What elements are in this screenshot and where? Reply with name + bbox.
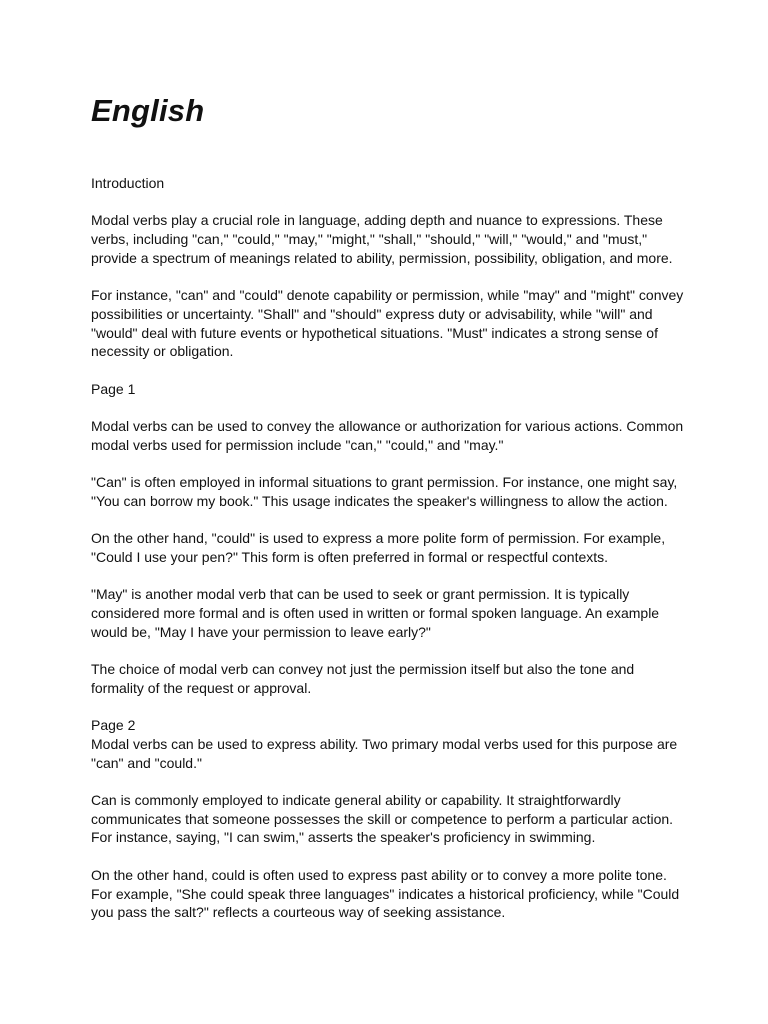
text-line: "Could I use your pen?" This form is often preferred in formal or respectful contexts.	[91, 548, 609, 565]
text-line: considered more formal and is often used in written or formal spoken language. An example	[91, 605, 660, 622]
text-line: On the other hand, could is often used to express past ability or to convey a more polite tone.	[91, 866, 667, 883]
text-line: For instance, saying, "I can swim," asserts the speaker's proficiency in swimming.	[91, 829, 596, 846]
text-line: For example, "She could speak three languages" indicates a historical proficiency, while "Could	[91, 885, 680, 902]
text-line: you pass the salt?" reflects a courteous way of seeking assistance.	[91, 904, 506, 921]
text-line: verbs, including "can," "could," "may," "might," "shall," "should," "will," "would," and "must,"	[91, 231, 648, 248]
text-line: formality of the request or approval.	[91, 679, 312, 696]
text-line: "can" and "could."	[91, 754, 202, 771]
text-line: provide a spectrum of meanings related to ability, permission, possibility, obligation, and more.	[91, 249, 673, 266]
text-line: communicates that someone possesses the skill or competence to perform a particular action.	[91, 810, 674, 827]
text-line: "Can" is often employed in informal situations to grant permission. For instance, one might say,	[91, 474, 678, 491]
text-line: Modal verbs can be used to convey the allowance or authorization for various actions. Common	[91, 418, 684, 435]
section-heading-introduction: Introduction	[91, 175, 165, 191]
text-line: modal verbs used for permission include "can," "could," and "may."	[91, 436, 504, 453]
text-line: would be, "May I have your permission to leave early?"	[91, 623, 431, 640]
text-line: On the other hand, "could" is used to express a more polite form of permission. For example,	[91, 530, 666, 547]
section-heading-page-2: Page 2	[91, 717, 136, 734]
text-line: "would" deal with future events or hypothetical situations. "Must" indicates a strong sense of	[91, 324, 658, 341]
text-line: Can is commonly employed to indicate general ability or capability. It straightforwardly	[91, 792, 621, 809]
text-line: necessity or obligation.	[91, 343, 234, 360]
text-line: For instance, "can" and "could" denote capability or permission, while "may" and "might" convey	[91, 287, 684, 304]
text-line: "May" is another modal verb that can be used to seek or grant permission. It is typically	[91, 586, 630, 603]
text-line: "You can borrow my book." This usage indicates the speaker's willingness to allow the action.	[91, 492, 668, 509]
text-line: The choice of modal verb can convey not just the permission itself but also the tone and	[91, 661, 635, 678]
document-title: English	[91, 93, 205, 128]
text-line: possibilities or uncertainty. "Shall" and "should" express duty or advisability, while "will" and	[91, 305, 653, 322]
text-line: Modal verbs play a crucial role in language, adding depth and nuance to expressions. These	[91, 212, 663, 229]
text-line: Modal verbs can be used to express ability. Two primary modal verbs used for this purpose are	[91, 735, 678, 752]
document-body	[91, 174, 691, 922]
section-heading-page-1: Page 1	[91, 380, 136, 397]
